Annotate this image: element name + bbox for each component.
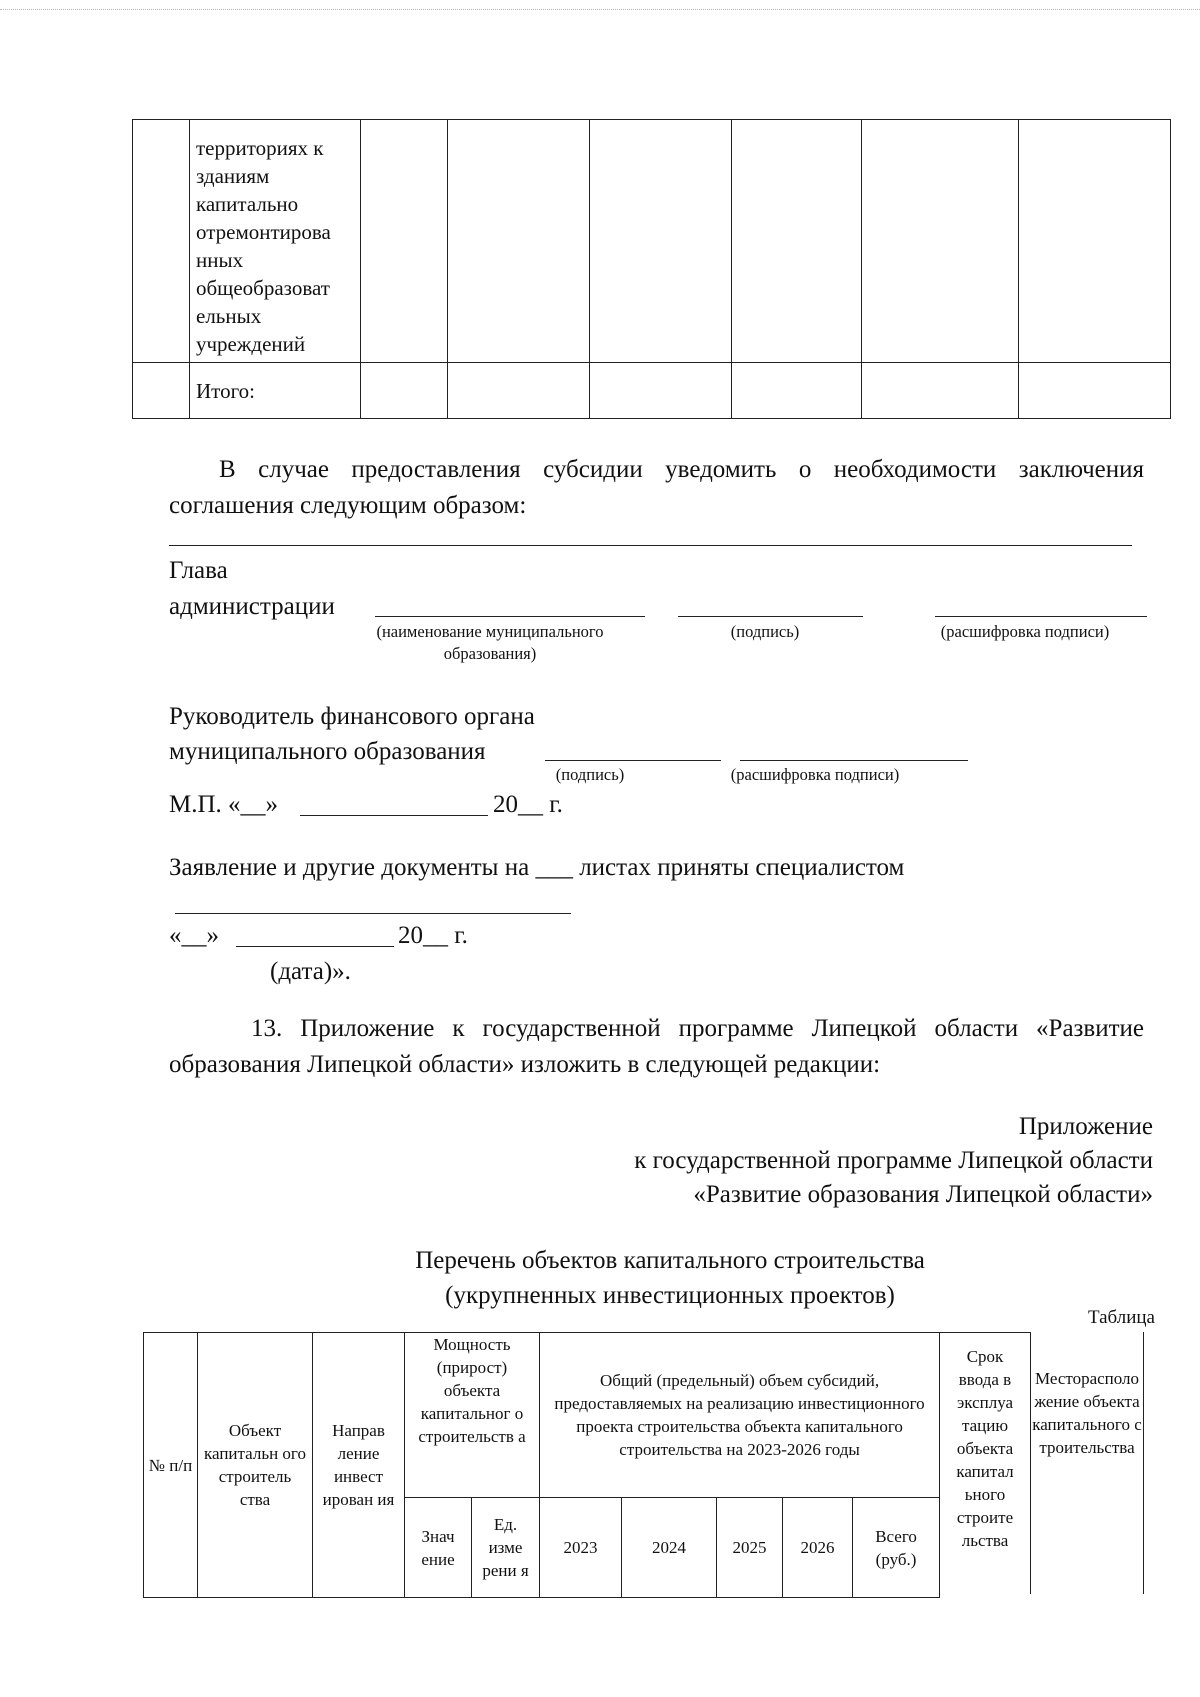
signature-blank-line: [678, 616, 863, 617]
stamp-date-label: М.П. «__»: [169, 791, 279, 818]
header-cell-location: Месторасполо жение объекта капитального строительства: [1032, 1369, 1142, 1457]
page-top-rule: [0, 9, 1200, 10]
list-subtitle: (укрупненных инвестиционных проектов): [445, 1282, 895, 1309]
table-cell: [590, 120, 732, 363]
finance-head-title-2: муниципального образования: [169, 738, 486, 765]
table-cell: [133, 363, 190, 419]
table-cell: [190, 120, 361, 363]
acceptance-date-blank: [236, 946, 394, 947]
signature-caption: (подпись): [730, 622, 800, 641]
table-cell: [1019, 120, 1171, 363]
appendix-program-name: «Развитие образования Липецкой области»: [693, 1181, 1153, 1208]
table-cell: [732, 120, 862, 363]
header-cell-2024: 2024: [622, 1498, 717, 1598]
signature-blank-line-2: [545, 760, 721, 761]
header-cell-subsidy: Общий (предельный) объем субсидий, предоставляемых на реализацию инвестиционного проекта строительства объекта капитального строительства на 2023-2026 годы: [540, 1333, 940, 1498]
row-text: территориях к зданиям капитально отремонтирова нных общеобразоват ельных учреждений: [196, 136, 331, 356]
table-cell: [1019, 363, 1171, 419]
municipality-caption: (наименование муниципального образования): [376, 622, 604, 663]
table-right-border: [1143, 1332, 1144, 1594]
list-title: Перечень объектов капитального строительства: [415, 1247, 925, 1274]
header-cell-value: Знач ение: [405, 1498, 472, 1598]
term-column-top-border: [939, 1332, 1030, 1333]
header-cell-object: Объект капитальн ого строитель ства: [198, 1333, 313, 1598]
header-cell-term: Срок ввода в эксплуа тацию объекта капитал ьного строите льства: [956, 1347, 1014, 1550]
continued-table: [132, 119, 1171, 419]
table-cell: [862, 120, 1019, 363]
decoding-caption-2: (расшифровка подписи): [730, 765, 900, 784]
decoding-caption: (расшифровка подписи): [940, 622, 1110, 641]
table-header-row: [144, 1333, 940, 1498]
table-cell: [448, 120, 590, 363]
header-cell-no: № п/п: [144, 1333, 198, 1598]
header-cell-2025: 2025: [717, 1498, 783, 1598]
signature-caption-2: (подпись): [555, 765, 625, 784]
appendix-program: к государственной программе Липецкой области: [634, 1147, 1153, 1174]
finance-head-title: Руководитель финансового органа: [169, 703, 535, 730]
notice-paragraph: В случае предоставления субсидии уведомить о необходимости заключения соглашения следующим образом:: [169, 456, 1144, 519]
objects-table: [143, 1332, 940, 1598]
table-cell: [448, 363, 590, 419]
date-caption: (дата)».: [270, 958, 351, 985]
notice-blank-line: [169, 545, 1132, 546]
acceptance-year: 20__ г.: [398, 922, 468, 949]
table-row: [133, 363, 1171, 419]
header-cell-unit: Ед. изме рени я: [472, 1498, 540, 1598]
table-cell: [361, 120, 448, 363]
header-cell-capacity: Мощность (прирост) объекта капитальног о строительств а: [405, 1333, 540, 1498]
item-13-paragraph: 13. Приложение к государственной программе Липецкой области «Развитие образования Липецкой области» изложить в следующей редакции:: [169, 1015, 1144, 1078]
decoding-blank-line: [935, 616, 1147, 617]
location-column-divider: [1030, 1332, 1031, 1594]
header-cell-2026: 2026: [783, 1498, 853, 1598]
table-label: Таблица: [1087, 1307, 1155, 1328]
table-cell: [862, 363, 1019, 419]
header-cell-total: Всего (руб.): [853, 1498, 940, 1598]
table-cell: [361, 363, 448, 419]
table-cell: [590, 363, 732, 419]
stamp-date-blank: [300, 815, 488, 816]
table-row: [133, 120, 1171, 363]
total-label: Итого:: [196, 379, 255, 403]
header-cell-2023: 2023: [540, 1498, 622, 1598]
specialist-blank-line: [175, 913, 571, 914]
head-title-2: администрации: [169, 593, 335, 620]
municipality-blank-line: [375, 616, 645, 617]
table-cell: [732, 363, 862, 419]
table-cell: [190, 363, 361, 419]
table-cell: [133, 120, 190, 363]
documents-accepted-text: Заявление и другие документы на ___ листах приняты специалистом: [169, 854, 905, 881]
header-cell-direction: Направ ление инвест ирован ия: [313, 1333, 405, 1598]
decoding-blank-line-2: [740, 760, 968, 761]
acceptance-date-label: «__»: [169, 922, 219, 949]
appendix-title: Приложение: [1018, 1113, 1153, 1140]
stamp-year: 20__ г.: [493, 791, 563, 818]
head-title: Глава: [169, 557, 228, 584]
